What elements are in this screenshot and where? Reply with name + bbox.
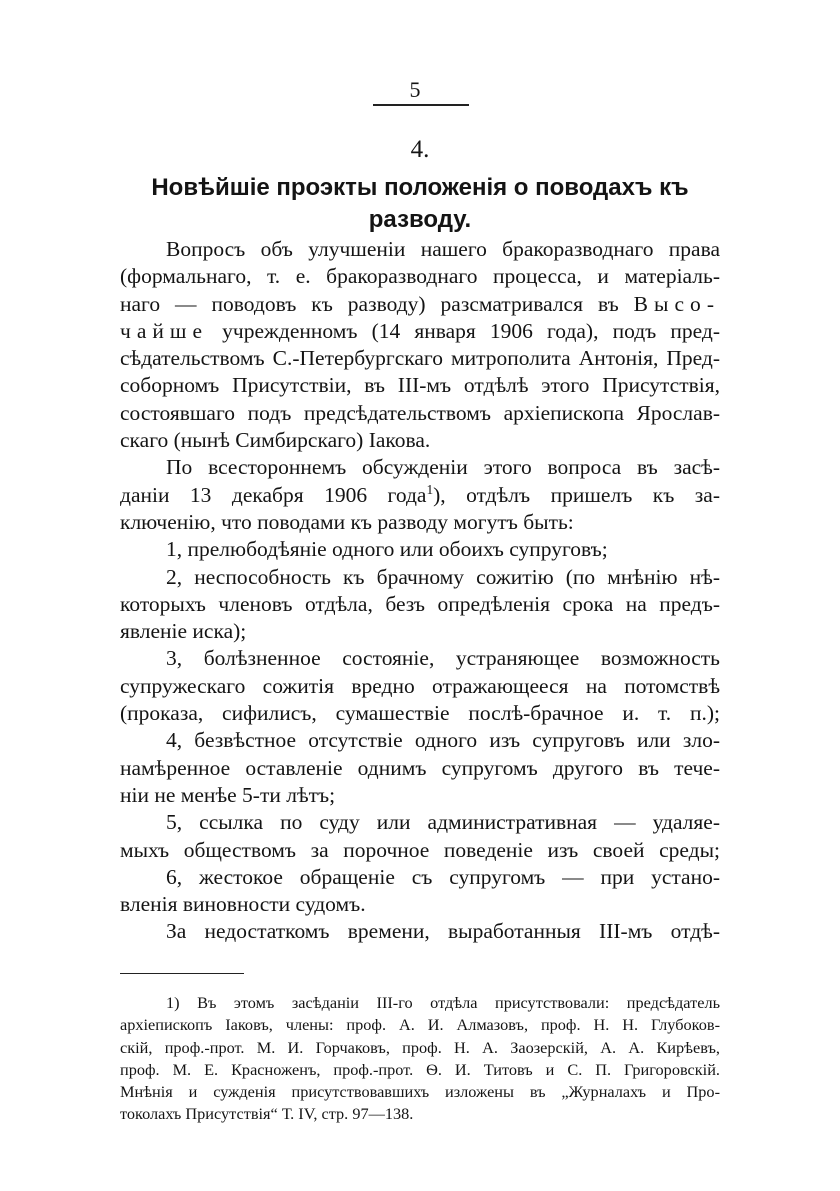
footnote-line-4: проф. М. Е. Красноженъ, проф.-прот. Ѳ. И. Титовъ и С. П. Григоровскій. (120, 1059, 720, 1079)
paragraph-2-line-1: По всестороннемъ обсужденіи этого вопроса въ засѣ- (166, 455, 720, 480)
paragraph-1-line-3 (120, 291, 720, 318)
body-text (120, 236, 720, 946)
list-item-2-line-2: которыхъ членовъ отдѣла, безъ опредѣленія срока на предъ- (120, 591, 720, 616)
paragraph-1-line-2: (формальнаго, т. е. бракоразводнаго процесса, и матеріаль- (120, 264, 720, 289)
paragraph-1-line-8: скаго (нынѣ Симбирскаго) Іакова. (120, 428, 431, 453)
paragraph-1-line-4 (120, 318, 720, 345)
paragraph-2-line-2-text-a: даніи 13 декабря 1906 года (120, 482, 427, 507)
footnote-rule (120, 973, 244, 974)
footnote-line-1: 1) Въ этомъ засѣданіи III-го отдѣла присутствовали: предсѣдатель (166, 993, 720, 1012)
paragraph-3-line-1: За недостаткомъ времени, выработанныя III-мъ отдѣ- (166, 919, 720, 944)
list-item-6-line-2: вленія виновности судомъ. (120, 892, 366, 917)
list-item-5-line-1: 5, ссылка по суду или административная — удаляе- (166, 810, 720, 835)
list-item-3-line-2: супружескаго сожитія вредно отражающееся на потомствѣ (120, 673, 720, 698)
footnote-reference-1: 1 (426, 481, 434, 497)
page-number: 5 (409, 77, 421, 102)
emphasis-vysochaishe-part-2: чайше (120, 318, 209, 343)
paragraph-1-line-4-text: учрежденномъ (14 января 1906 года), подъ пред- (208, 318, 720, 343)
chapter-title-line-2: разводу. (368, 206, 472, 233)
list-item-1-line-1: 1, прелюбодѣяніе одного или обоихъ супруговъ; (166, 537, 608, 562)
list-item-3-line-3: (проказа, сифилисъ, сумашествіе послѣ-брачное и. т. п.); (120, 701, 720, 726)
section-number: 4. (410, 136, 430, 163)
footnote-line-3: скій, проф.-прот. М. И. Горчаковъ, проф. Н. А. Заозерскій, А. А. Кирѣевъ, (120, 1037, 720, 1057)
paragraph-2-line-2-text-b: ), отдѣлъ пришелъ къ за- (433, 482, 720, 507)
paragraph-1-line-5: сѣдательствомъ С.-Петербургскаго митрополита Антонія, Пред- (120, 346, 720, 371)
emphasis-vysochaishe-part-1: Высо- (633, 291, 720, 316)
paragraph-1-line-7: состоявшаго подъ предсѣдательствомъ архіепископа Ярослав- (120, 400, 720, 425)
list-item-4-line-1: 4, безвѣстное отсутствіе одного изъ супруговъ или зло- (166, 728, 720, 753)
footnote-line-6: токолахъ Присутствія“ Т. IV, стр. 97—138. (120, 1104, 414, 1124)
chapter-title-line-1: Новѣйшіе проэкты положенія о поводахъ къ (151, 174, 689, 201)
list-item-2-line-3: явленіе иска); (120, 619, 247, 644)
list-item-4-line-2: намѣренное оставленіе однимъ супругомъ другого въ тече- (120, 755, 720, 780)
footnote-line-5: Мнѣнія и сужденія присутствовавшихъ изложены въ „Журналахъ и Про- (120, 1082, 720, 1102)
page-number-rule (373, 104, 469, 106)
footnote (120, 992, 720, 1126)
paragraph-1-line-6: соборномъ Присутствіи, въ III-мъ отдѣлѣ этого Присутствія, (120, 373, 720, 398)
paragraph-1-line-1: Вопросъ объ улучшеніи нашего бракоразводнаго права (166, 237, 720, 261)
list-item-2-line-1: 2, неспособность къ брачному сожитію (по мнѣнію нѣ- (166, 564, 720, 589)
list-item-4-line-3: ніи не менѣе 5-ти лѣтъ; (120, 782, 336, 807)
paragraph-2-line-3: ключенію, что поводами къ разводу могутъ быть: (120, 509, 574, 534)
list-item-6-line-1: 6, жестокое обращеніе съ супругомъ — при устано- (166, 864, 720, 889)
chapter-title (120, 172, 720, 236)
paragraph-2-line-2 (120, 482, 720, 509)
list-item-3-line-1: 3, болѣзненное состояніе, устраняющее возможность (166, 646, 720, 671)
footnote-line-2: архіепископъ Іаковъ, члены: проф. А. И. Алмазовъ, проф. Н. Н. Глубоков- (120, 1015, 720, 1035)
paragraph-1-line-3-text: наго — поводовъ къ разводу) разсматривался въ (120, 291, 634, 316)
list-item-5-line-2: мыхъ обществомъ за порочное поведеніе изъ своей среды; (120, 837, 720, 862)
